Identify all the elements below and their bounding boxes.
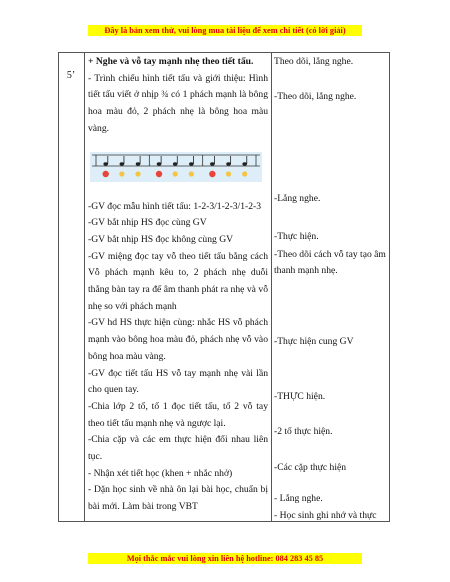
beat-flower-weak bbox=[226, 171, 231, 176]
note-head bbox=[173, 162, 178, 165]
beat-flower-strong bbox=[209, 170, 215, 176]
note-head bbox=[136, 162, 141, 165]
activity-line: - Dặn học sinh về nhà ôn lại bài học, chuẩn bị bài mới. Làm bài trong VBT bbox=[88, 484, 268, 513]
time-cell: 5’ bbox=[66, 70, 76, 81]
student-line: -THỰC hiện. bbox=[274, 391, 326, 402]
column-divider bbox=[84, 52, 85, 522]
student-line: -Lắng nghe. bbox=[274, 193, 321, 204]
activity-line: -Chia cặp và các em thực hiện đối nhau liên tục. bbox=[88, 434, 268, 463]
activity-line: - Trình chiếu hình tiết tấu và giới thiệu: Hình tiết tấu viết ở nhịp ¾ có 1 phách mạnh là bông hoa màu đỏ, 2 phách nhẹ là bông hoa màu vàng. bbox=[88, 72, 268, 134]
hotline-banner: Mọi thắc mắc vui lòng xin liên hệ hotline: 084 283 45 85 bbox=[88, 553, 362, 564]
student-line: - Lắng nghe. bbox=[274, 493, 323, 504]
activity-line: -GV đọc mẫu hình tiết tấu: 1-2-3/1-2-3/1-2-3 bbox=[88, 200, 262, 212]
student-line: -Thực hiện. bbox=[274, 231, 319, 242]
activity-line: -GV hd HS thực hiện cùng: nhắc HS vỗ phách mạnh vào bông hoa màu đỏ, phách nhẹ vỗ vào bông hoa màu vàng. bbox=[88, 317, 268, 362]
activity-line: -GV miệng đọc tay vỗ theo tiết tấu bằng cách Vỗ phách mạnh kêu to, 2 phách nhẹ duỗi thẳng bàn tay ra để âm thanh phát ra nhẹ và vỗ nhẹ so với phách mạnh bbox=[88, 250, 268, 312]
student-line: -Các cặp thực hiện bbox=[274, 462, 347, 473]
activity-heading: + Nghe và vỗ tay mạnh nhẹ theo tiết tấu. bbox=[88, 56, 254, 67]
activity-line: - Nhận xét tiết học (khen + nhắc nhở) bbox=[88, 467, 233, 479]
student-line: -Theo dõi, lắng nghe. bbox=[274, 91, 357, 102]
student-line: -Thực hiện cung GV bbox=[274, 336, 354, 347]
student-line: -Theo dõi cách vỗ tay tạo âm thanh mạnh nhẹ. bbox=[274, 249, 386, 276]
beat-flower-strong bbox=[156, 170, 162, 176]
beat-flower-strong bbox=[102, 170, 108, 176]
note-head bbox=[226, 162, 231, 165]
note-head bbox=[189, 162, 194, 165]
note-head bbox=[103, 162, 108, 165]
preview-banner: Đây là bản xem thử, vui lòng mua tài liệu để xem chi tiết (có lời giải) bbox=[88, 25, 362, 36]
beat-flower-weak bbox=[173, 171, 178, 176]
activity-line: -GV đọc tiết tấu HS vỗ tay mạnh nhẹ vài lần cho quen tay. bbox=[88, 367, 268, 396]
beat-flower-weak bbox=[189, 171, 194, 176]
column-divider bbox=[271, 52, 272, 522]
note-head bbox=[242, 162, 247, 165]
student-activities-cell bbox=[274, 52, 388, 522]
student-line: Theo dõi, lắng nghe. bbox=[274, 56, 354, 67]
student-line: - Học sinh ghi nhớ và thực bbox=[274, 510, 377, 521]
rhythm-image bbox=[90, 152, 262, 182]
note-head bbox=[120, 162, 125, 165]
teacher-activities-cell bbox=[88, 54, 268, 516]
student-line: -2 tổ thực hiện. bbox=[274, 426, 333, 437]
activity-line: -GV bắt nhịp HS đọc không cùng GV bbox=[88, 233, 234, 245]
note-head bbox=[210, 162, 215, 165]
activity-line: -Chia lớp 2 tổ, tổ 1 đọc tiết tấu, tổ 2 vỗ tay theo tiết tấu mạnh nhẹ và ngược lại. bbox=[88, 400, 268, 429]
beat-flower-weak bbox=[119, 171, 124, 176]
lesson-table bbox=[58, 52, 390, 522]
beat-flower-weak bbox=[242, 171, 247, 176]
note-head bbox=[157, 162, 162, 165]
activity-line: -GV bắt nhịp HS đọc cùng GV bbox=[88, 217, 207, 229]
beat-flower-weak bbox=[135, 171, 140, 176]
